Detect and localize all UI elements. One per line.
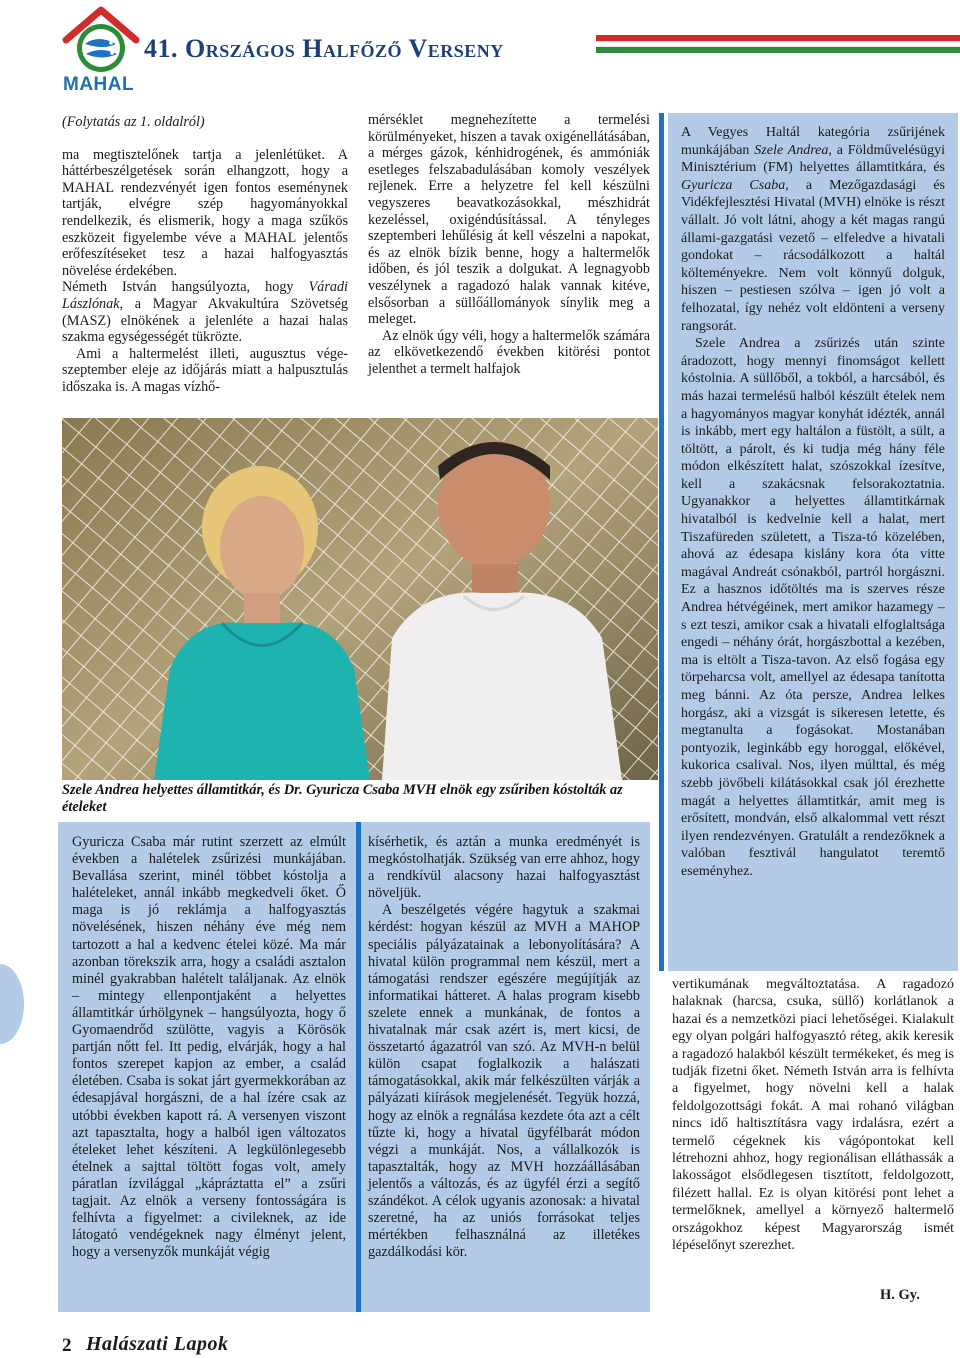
publication-title: Halászati Lapok [86,1333,229,1355]
paragraph: Szele Andrea a zsűrizés után szinte áradozott, hogy mennyi finomságot kellett kóstolnia. A süllőből, a tokból, a harcsából, és más hazai termelésű halból készült ételek nem a hagyományos magyar konyhát idézték, annál is inkább, mert egy haltálon a füstölt, a sült, a töltött, a párolt, és ki tudja még hány féle módon elkészített halat, szószokkal ízesítve, kell a szakácsnak felsorakoztatnia. Ugyanakkor a helyettes államtitkárnak hivatalból is kedvelnie kell a halat, mert Tiszafüreden született, a Tisza-tó közelében, ahová az édesapa kislány kora óta vitte magával Andreát csónakból, partról horgászni. Ez a hasznos időtöltés ma is szerves része Andrea hétvégéinek, mert amikor hazamegy – s ezt teszi, amikor csak a hivatali elfoglaltsága engedi – néhány órát, horgászbottal a kezében, ma is eltölt a Tisza-tavon. Az első fogása egy törpeharcsa volt, amellyel az édesapa tanította meg bánni. Az óta persze, Andrea lelkes horgász, aki a vizsgát is sikeresen letette, és megtanulta a fogásokat. Mostanában pontyozik, leginkább egy horoggal, előkével, kukorica csalival. Nos, ilyen múlttal, és még szebb jövőbeli kilátásokkal csak jól érezhette magát a helyettes államtitkár, amit meg is erősített, mondván, első alkalommal vett részt ilyen rendezvényen. Gratulált a rendezőknek a valóban fesztivál hangulatot teremtő eseményhez. [681,336,945,879]
author-signature: H. Gy. [880,1287,920,1303]
divider-bar [659,113,664,971]
photo-illustration [62,418,658,780]
page-number: 2 [62,1335,72,1356]
paragraph: A beszélgetés végére hagytuk a szakmai kérdést: hogyan készül az MVH a MAHOP speciális pályázatainak a lebonyolítására? A hivatal külön programmal nem készül, mert a támogatási rendszer egészére megújítják az informatikai hátteret. A halas program kisebb szelete ennek a munkának, de fontos a hivatalnak már csak azért is, mert kicsi, de összetartó ágazatról van szó. Az MVH-n belül külön csapat foglalkozik a halászati támogatásokkal, akik már felkészülten várják a pályázati kiírások megjelenését. Tegyük hozzá, hogy az elnök a regnálása kezdete óta azt a célt tűzte ki, hogy a hivatal ügyfélbarát módon végzi a munkáját. Nos, a vállalkozók is tapasztalták, hogy az MVH hozzáállásában jelentős a változás, és az ügyfél érzi a segítő szándékot. A célok ugyanis azonosak: a hivatal szeretné, ha az uniós forrásokat teljes mértékben felhasználná az illetékes gazdálkodási kör. [368,902,640,1261]
article-column-2 [368,112,650,378]
article-column-3 [672,976,954,1255]
page-heading: 41. Országos Halfőző Verseny [144,34,504,63]
logo-text: MAHAL [63,74,135,95]
paragraph: Gyuricza Csaba már rutint szerzett az elmúlt években a halételek zsűrizési munkájában. Bevallása szerint, minél többet kóstolja a halételeket, annál inkább megkedveli őket. Ő maga is jó reklámja a halfogyasztás növelésének, hiszen néhány éve még nem tartozott a hal a kedvenc ételei közé. Ma már azonban törekszik arra, hogy a családi asztalon minél gyakrabban halételt találjanak. Az elnök – mintegy ellenpontjaként a helyettes államtitkár úrhölgynek – hangsúlyozta, hogy ő Gyomaendrőd szülötte, vagyis a Körösök partján nőtt fel. Itt pedig, elvárják, hogy a hal fontos szerepet kapjon az ember, a család életében. Csaba is sokat járt gyermekkorában az édesapjával horgászni, de a hal ízére csak az utóbbi években kapott rá. A versenyen viszont azt tapasztalta, hogy a halból igen változatos ételeket lehet készíteni. A legkülönlegesebb ételnek a sajttal töltött fogas volt, amely páratlan ízvilággal „kápráztatta el” a zsűri tagjait. Az elnök a verseny fontosságára is felhívta a figyelmet: a civileknek, az ide látogató vendégeknek nagy élményt jelent, hogy a versenyzők munkáját végig [72,834,346,1261]
continued-note: (Folytatás az 1. oldalról) [62,114,205,130]
photo-caption: Szele Andrea helyettes államtitkár, és Dr. Gyuricza Csaba MVH elnök egy zsűriben kóstolták az ételeket [62,782,623,815]
interview-column-right [368,834,640,1261]
divider-bar [356,822,361,1312]
interview-column-left [72,834,346,1261]
paragraph: Ami a haltermelést illeti, augusztus vége-szeptember eleje az időjárás miatt a halpusztulás időszaka is. A magas vízhő- [62,345,348,395]
paragraph: Németh István hangsúlyozta, hogy Váradi Lászlónak, a Magyar Akvakultúra Szövetség (MASZ) elnökének a jelenléte a hazai halas szakma egységességét tükrözte. [62,279,348,346]
flag-stripe-green [596,47,960,53]
paragraph: ma megtisztelőnek tartja a jelenlétüket. A háttérbeszélgetések során elhangzott, hogy a MAHAL rendezvényét igen fontos eseménynek tartják, elvégre szép hagyományokkal rendelkezik, és elismerik, hogy a maga szűkös eszközeit figyelembe véve a MAHAL jelentős erőfeszítéseket tesz a hazai halfogyasztás növelése érdekében. [62,146,348,279]
paragraph: mérséklet megnehezítette a termelési körülményeket, hiszen a tavak oxigénellátásában, a mérges gázok, kénhidrogének, és ammóniák esetleges felszabadulásában komoly veszélyek rejlenek. Erre a helyzetre fel kell készülni vegyszeres beavatkozásokkal, mészhidrát kezeléssel, oxigéndúsítással. A tényleges szeptemberi lehűlésig át kell vészelni a napokat, és az elnök bízik benne, hogy a haltermelők időben, és jól teszik a dolgukat. A legnagyobb veszélynek a ragadozó halak vannak kitéve, elsősorban a süllőállományok sínylik meg a meleget. [368,112,650,328]
decorative-circle [0,964,24,1044]
paragraph: kísérhetik, és aztán a munka eredményét is megkóstolhatják. Szükség van erre ahhoz, hogy a rendkívül alacsony hazai halfogyasztást növeljük. [368,834,640,902]
paragraph: Az elnök úgy véli, hogy a haltermelők számára az elkövetkezendő években kitörési pontot jelenthet a termelt halfajok [368,327,650,377]
sidebar-text [681,124,945,881]
paragraph: vertikumának megváltoztatása. A ragadozó halaknak (harcsa, csuka, süllő) korlátlanok a hazai és a nemzetközi piaci lehetőségei. Kialakult egy olyan polgári halfogyasztó réteg, akik keresik a ragadozó halakból készült termékeket, és meg is tudják fizetni őket. Németh István arra is felhívta a figyelmet, hogy növelni kell a halak feldolgozottsági fokát. A mai rohanó világban nincs idő haltisztításra vagy irdalásra, ezért a termelő cégeknek kis vágópontokat kell létrehozni ahhoz, hogy regionálisan elláthassák a lakosságot elsődlegesen tisztított, feldolgozott, filézett hallal. Ez is olyan kitörési pont lehet a termelőknek, amellyel a környező haltermelő országokhoz képest Magyarország ismét lépéselőnyt szerezhet. [672,977,954,1254]
article-column-1 [62,114,348,396]
photo [62,418,658,780]
paragraph: A Vegyes Haltál kategória zsűrijének munkájában Szele Andrea, a Földművelésügyi Minisztérium (FM) helyettes államtitkára, és Gyuricza Csaba, a Mezőgazdasági és Vidékfejlesztési Hivatal (MVH) elnöke is részt vállalt. Jó volt látni, ahogy a két magas rangú állami-gazgatási vezető – elfeledve a hivatali gondokat – rácsodálkozott a haltál költeményekre. Nem volt könnyű dolguk, hiszen – pestiesen szólva – igen jó volt a felhozatal, így nehéz volt eldönteni a verseny rangsorát. [681,125,945,334]
